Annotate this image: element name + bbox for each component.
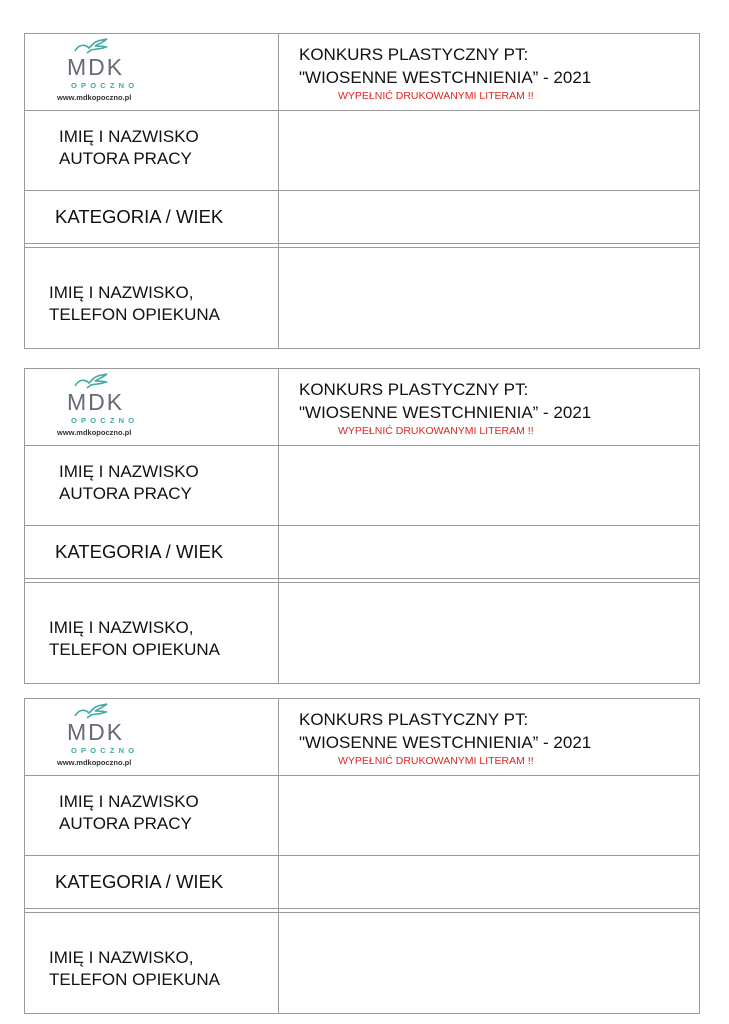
row-divider [25,445,699,446]
row-divider [25,190,699,191]
entry-form-2 [24,368,700,684]
contest-title-line1: KONKURS PLASTYCZNY PT: [299,45,529,64]
logo-wordmark: MDK [67,54,125,80]
pegasus-icon [73,373,109,389]
row-divider [25,578,699,579]
author-name-label-line2: AUTORA PRACY [59,484,192,503]
logo-url: www.mdkopoczno.pl [57,93,132,102]
fill-instruction: WYPEŁNIĆ DRUKOWANYMI LITERAM !! [338,425,534,437]
author-name-label: IMIĘ I NAZWISKO [59,127,199,146]
category-age-label: KATEGORIA / WIEK [55,871,224,892]
guardian-label: IMIĘ I NAZWISKO, [49,618,194,637]
author-name-label: IMIĘ I NAZWISKO [59,462,199,481]
category-age-label: KATEGORIA / WIEK [55,206,224,227]
author-name-label-line2: AUTORA PRACY [59,814,192,833]
column-divider [278,34,279,348]
fill-instruction: WYPEŁNIĆ DRUKOWANYMI LITERAM !! [338,755,534,767]
contest-title-line2: "WIOSENNE WESTCHNIENIA” - 2021 [299,403,592,422]
row-divider [25,908,699,909]
logo-town: OPOCZNO [71,746,139,755]
row-divider [25,110,699,111]
guardian-label: IMIĘ I NAZWISKO, [49,948,194,967]
logo-town: OPOCZNO [71,81,139,90]
author-name-label-line2: AUTORA PRACY [59,149,192,168]
mdk-logo [57,373,143,441]
column-divider [278,369,279,683]
logo-wordmark: MDK [67,389,125,415]
mdk-logo [57,703,143,771]
row-divider [25,582,699,583]
logo-url: www.mdkopoczno.pl [57,758,132,767]
mdk-logo [57,38,143,106]
row-divider [25,775,699,776]
contest-title-line1: KONKURS PLASTYCZNY PT: [299,710,529,729]
contest-title-line2: "WIOSENNE WESTCHNIENIA” - 2021 [299,68,592,87]
guardian-label-line2: TELEFON OPIEKUNA [49,640,220,659]
author-name-label: IMIĘ I NAZWISKO [59,792,199,811]
row-divider [25,525,699,526]
row-divider [25,247,699,248]
pegasus-icon [73,38,109,54]
logo-town: OPOCZNO [71,416,139,425]
column-divider [278,699,279,1013]
logo-url: www.mdkopoczno.pl [57,428,132,437]
category-age-label: KATEGORIA / WIEK [55,541,224,562]
fill-instruction: WYPEŁNIĆ DRUKOWANYMI LITERAM !! [338,90,534,102]
entry-form-3 [24,698,700,1014]
guardian-label-line2: TELEFON OPIEKUNA [49,305,220,324]
contest-title-line2: "WIOSENNE WESTCHNIENIA” - 2021 [299,733,592,752]
row-divider [25,855,699,856]
row-divider [25,243,699,244]
entry-form-1 [24,33,700,349]
contest-title-line1: KONKURS PLASTYCZNY PT: [299,380,529,399]
pegasus-icon [73,703,109,719]
guardian-label-line2: TELEFON OPIEKUNA [49,970,220,989]
guardian-label: IMIĘ I NAZWISKO, [49,283,194,302]
logo-wordmark: MDK [67,719,125,745]
row-divider [25,912,699,913]
